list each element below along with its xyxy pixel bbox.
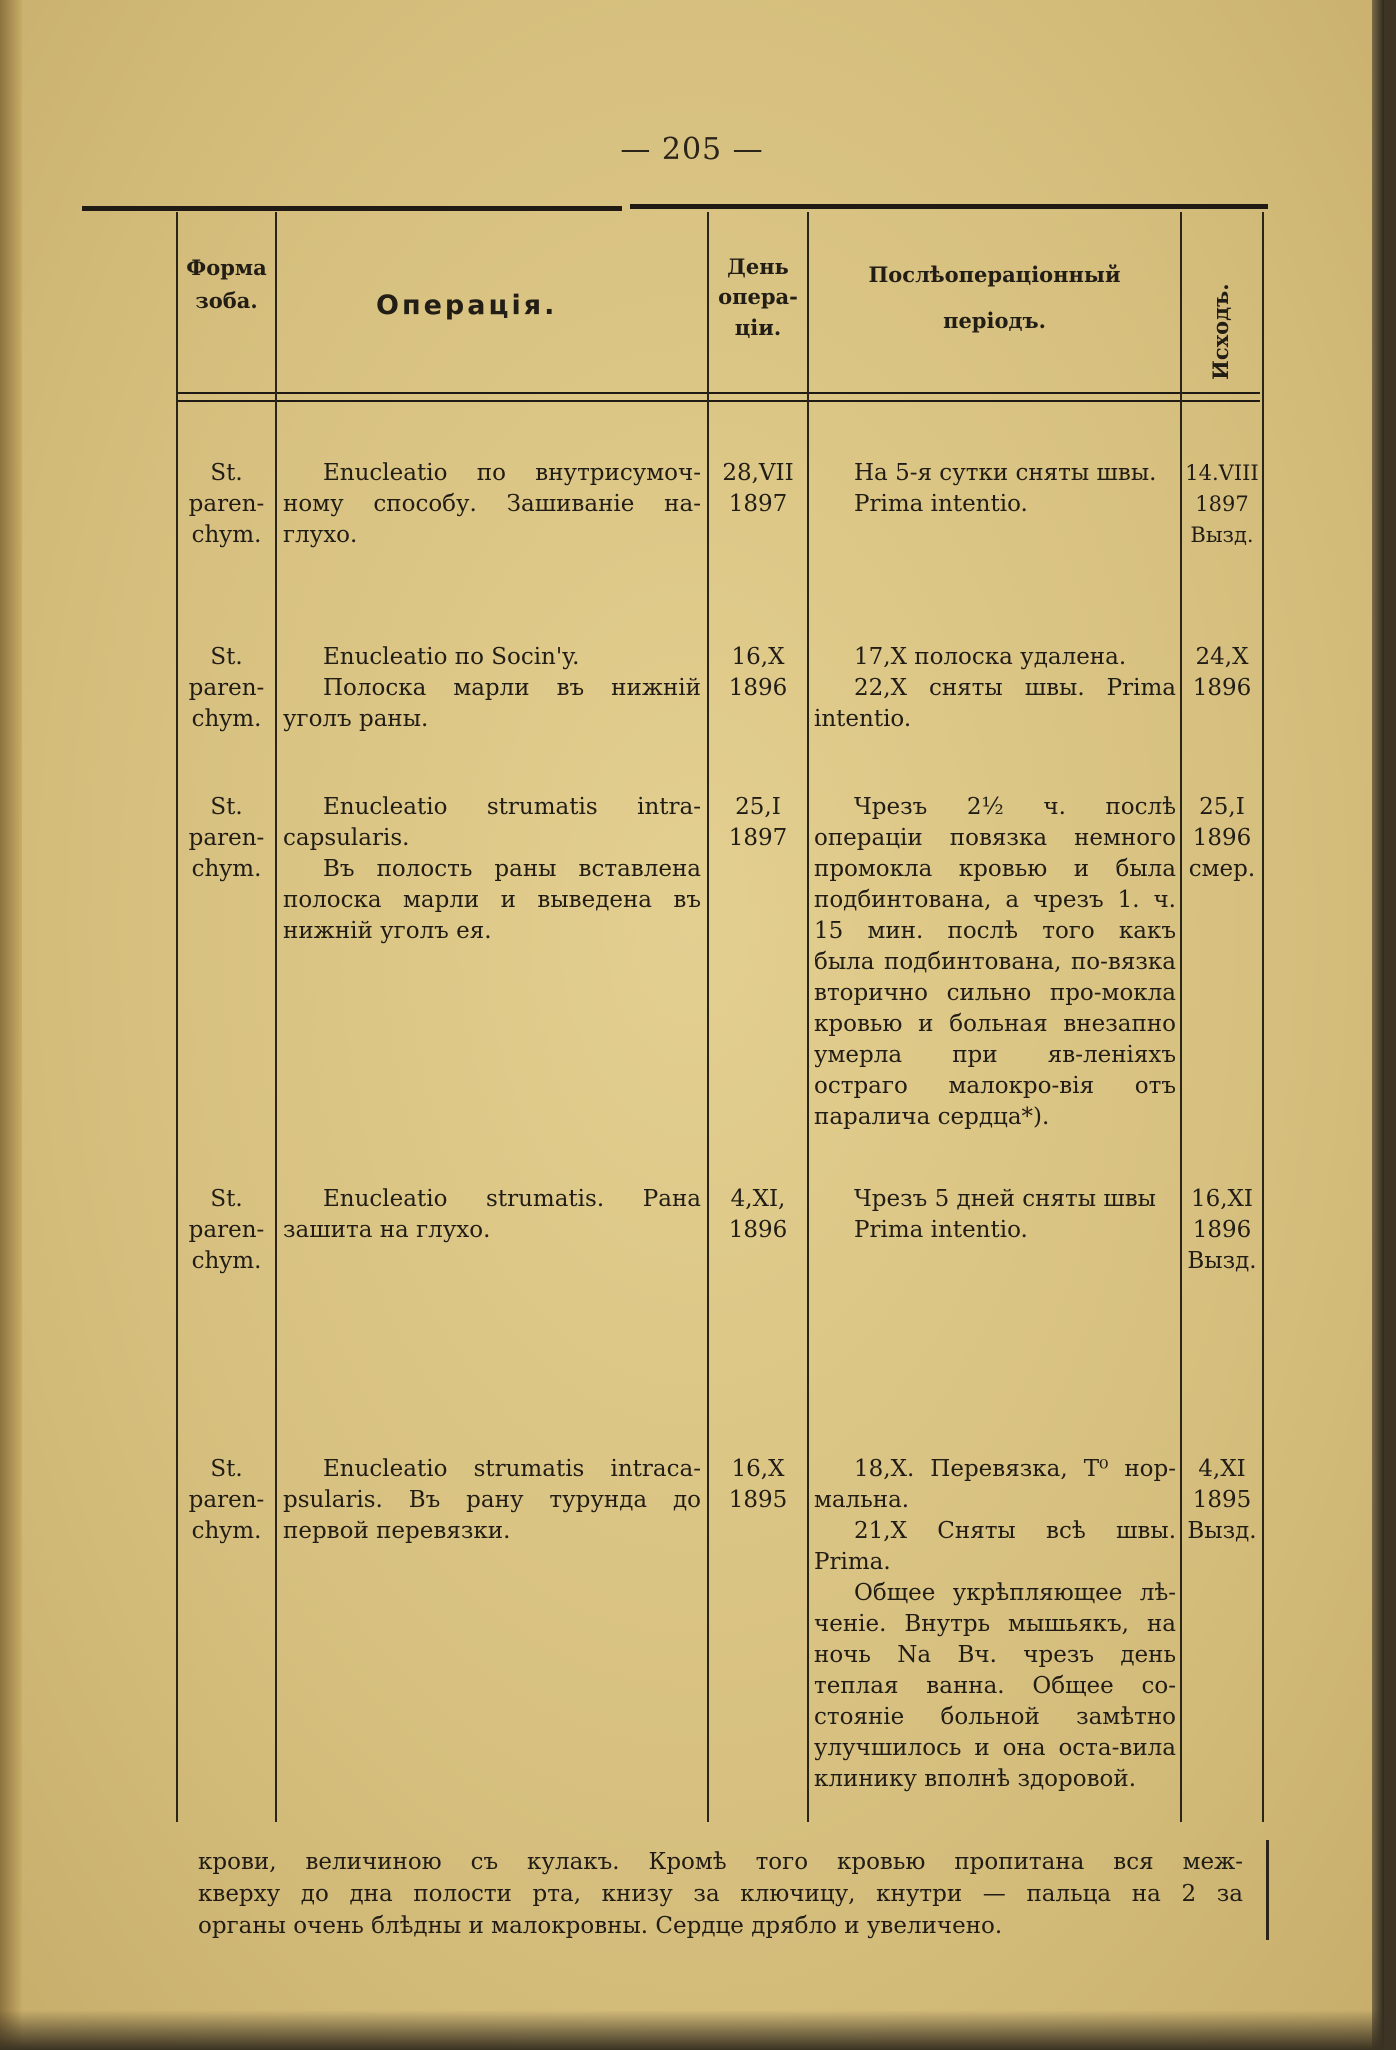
footer-text — [198, 1846, 1243, 1942]
row3-postop — [814, 792, 1176, 1133]
footer-line: органы очень блѣдны и малокровны. Сердце дрябло и увеличено. — [198, 1913, 1003, 1939]
row2-operation-text: Enucleatio по Socin'y. — [323, 644, 580, 670]
row2-operation-text-2: Полоска марли въ нижній уголъ раны. — [283, 675, 701, 732]
row1-outcome: 14.VIII 1897 Вызд. — [1185, 461, 1259, 547]
row3-operation-text-2: Въ полость раны вставлена полоска марли и выведена въ нижній уголъ ея. — [283, 856, 701, 944]
page-right-edge — [1372, 0, 1384, 2050]
header-rule — [178, 392, 1260, 394]
row3-form: St. paren- chym. — [188, 794, 265, 882]
row1-operation — [283, 458, 701, 551]
footer-margin-bar — [1266, 1840, 1269, 1940]
page-binding-edge — [0, 0, 22, 2050]
column-line — [275, 212, 277, 1822]
row4-postop-text-2: Prima intentio. — [854, 1217, 1028, 1243]
column-line — [707, 212, 709, 1822]
column-line — [176, 212, 178, 1822]
row5-postop-text: 18,X. Перевязка, T⁰ нор-мальна. — [814, 1456, 1176, 1513]
row5-postop — [814, 1454, 1176, 1795]
row3-operation-text: Enucleatio strumatis intra-capsularis. — [283, 794, 701, 851]
row3-outcome: 25,I 1896 смер. — [1188, 794, 1256, 882]
header-rule-2 — [178, 400, 1260, 402]
row5-postop-text-2: 21,X Сняты всѣ швы. Prima. — [814, 1518, 1176, 1575]
row4-postop — [814, 1184, 1176, 1246]
table-top-rule-right — [630, 204, 1268, 209]
row1-postop — [814, 458, 1176, 520]
row1-operation-text: Enucleatio по внутрисумоч-ному способу. Зашиваніе на-глухо. — [283, 460, 701, 548]
row4-day: 4,XI, 1896 — [728, 1186, 788, 1243]
row4-operation — [283, 1184, 701, 1246]
footer-line: кверху до дна полости рта, книзу за ключицу, кнутри — пальца на 2 за — [198, 1881, 1243, 1907]
row4-form: St. paren- chym. — [188, 1186, 265, 1274]
row5-operation — [283, 1454, 701, 1547]
row5-outcome: 4,XI 1895 Вызд. — [1187, 1456, 1257, 1544]
header-day: День опера- ціи. — [718, 254, 798, 340]
row2-operation — [283, 642, 701, 735]
row4-operation-text: Enucleatio strumatis. Рана зашита на глухо. — [283, 1186, 701, 1243]
row3-day: 25,I 1897 — [728, 794, 788, 851]
row4-outcome: 16,XI 1896 Вызд. — [1187, 1186, 1257, 1274]
row2-postop-text-2: 22,X сняты швы. Prima intentio. — [814, 675, 1176, 732]
row1-postop-text: На 5-я сутки сняты швы. — [854, 460, 1157, 486]
header-outcome: Исходъ. — [1208, 283, 1233, 380]
row2-postop — [814, 642, 1176, 735]
header-form: Форма зоба. — [186, 255, 267, 313]
page-bottom-shadow — [0, 2010, 1384, 2050]
row3-postop-text: Чрезъ 2½ ч. послѣ операціи повязка немного промокла кровью и была подбинтована, а чрезъ 1. ч. 15 мин. послѣ того какъ была подбинтована, по-вязка вторично сильно про-мокла кровью и больная внезапно умерла при яв-леніяхъ остраго малокро-вія отъ паралича сердца*). — [814, 794, 1176, 1130]
row3-operation — [283, 792, 701, 947]
row5-day: 16,X 1895 — [728, 1456, 788, 1513]
row5-operation-text: Enucleatio strumatis intraca-psularis. Въ рану турунда до первой перевязки. — [283, 1456, 701, 1544]
column-line — [1180, 212, 1182, 1822]
row5-postop-text-3: Общее укрѣпляющее лѣ-ченіе. Внутрь мышьякъ, на ночь Na Вч. чрезъ день теплая ванна. Общее со-стояніе больной замѣтно улучшилось и она оста-вила клинику вполнѣ здоровой. — [814, 1580, 1176, 1792]
header-postop: Послѣоперaціонный періодъ. — [868, 262, 1121, 334]
column-line — [807, 212, 809, 1822]
row2-outcome: 24,X 1896 — [1192, 644, 1252, 701]
row2-day: 16,X 1896 — [728, 644, 788, 701]
footer-line: крови, величиною съ кулакъ. Кромѣ того кровью пропитана вся меж- — [198, 1849, 1243, 1875]
row5-form: St. paren- chym. — [188, 1456, 265, 1544]
column-line — [1262, 212, 1264, 1822]
row1-day: 28,VII 1897 — [722, 460, 794, 517]
table-top-rule — [82, 206, 622, 211]
row4-postop-text: Чрезъ 5 дней сняты швы — [854, 1186, 1156, 1212]
page-number: — 205 — — [620, 132, 764, 167]
row2-postop-text: 17,X полоска удалена. — [854, 644, 1127, 670]
row2-form: St. paren- chym. — [188, 644, 265, 732]
row1-postop-text-2: Prima intentio. — [854, 491, 1028, 517]
row1-form: St. paren- chym. — [188, 460, 265, 548]
header-operation: Операція. — [376, 290, 558, 321]
